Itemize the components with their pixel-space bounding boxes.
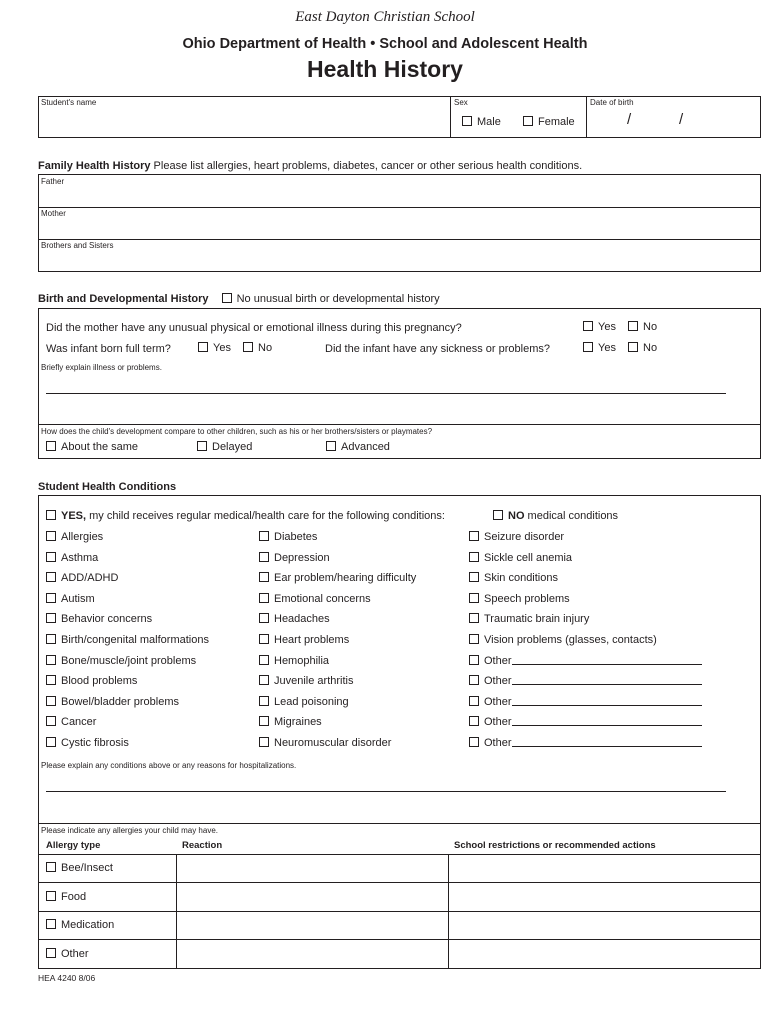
department-line: Ohio Department of Health • School and Adolescent Health xyxy=(182,36,588,52)
condition-label: Skin conditions xyxy=(484,572,558,585)
family-history-heading: Family Health History xyxy=(38,160,151,172)
actions-field[interactable] xyxy=(450,856,758,880)
condition-label: Cancer xyxy=(61,716,97,729)
infant-sickness-no-checkbox[interactable] xyxy=(628,342,638,352)
condition-checkbox[interactable] xyxy=(46,675,56,685)
condition-checkbox[interactable] xyxy=(469,716,479,726)
form-id: HEA 4240 8/06 xyxy=(38,973,96,983)
condition-option[interactable] xyxy=(469,552,572,564)
condition-option[interactable] xyxy=(259,634,349,646)
allergy-type-option[interactable] xyxy=(46,948,89,960)
condition-label: Migraines xyxy=(274,716,322,729)
allergy-type-header: Allergy type xyxy=(46,840,101,851)
condition-checkbox[interactable] xyxy=(259,737,269,747)
conditions-box xyxy=(38,495,761,969)
condition-option[interactable] xyxy=(469,531,564,543)
condition-checkbox[interactable] xyxy=(46,552,56,562)
other-condition-field[interactable] xyxy=(512,696,702,706)
condition-label: Hemophilia xyxy=(274,654,330,667)
condition-option[interactable] xyxy=(469,675,702,687)
condition-option[interactable] xyxy=(469,572,558,584)
explain-conditions-line xyxy=(46,791,726,792)
condition-label: Depression xyxy=(274,551,330,564)
condition-label: Behavior concerns xyxy=(61,613,153,626)
condition-label: Bone/muscle/joint problems xyxy=(61,654,197,667)
sex-label: Sex xyxy=(454,98,468,107)
condition-label: Vision problems (glasses, contacts) xyxy=(484,634,657,646)
condition-option[interactable] xyxy=(46,716,96,728)
condition-checkbox[interactable] xyxy=(469,613,479,623)
condition-checkbox[interactable] xyxy=(259,634,269,644)
dob-field[interactable] xyxy=(590,109,758,135)
dob-label: Date of birth xyxy=(590,98,634,107)
condition-option[interactable] xyxy=(469,634,657,646)
condition-checkbox[interactable] xyxy=(46,696,56,706)
condition-option[interactable] xyxy=(46,696,179,708)
condition-option[interactable] xyxy=(469,655,702,667)
family-history-instruction: Please list allergies, heart problems, diabetes, cancer or other serious health conditions. xyxy=(153,160,583,172)
condition-option[interactable] xyxy=(469,737,702,749)
allergy-type-option[interactable] xyxy=(46,891,86,903)
allergy-type-label: Bee/Insect xyxy=(61,862,113,874)
condition-checkbox[interactable] xyxy=(469,552,479,562)
other-condition-field[interactable] xyxy=(512,737,702,747)
birth-history-heading-line xyxy=(38,293,440,305)
condition-option[interactable] xyxy=(46,552,98,564)
reaction-field[interactable] xyxy=(178,856,446,880)
condition-checkbox[interactable] xyxy=(46,716,56,726)
pregnancy-no-checkbox[interactable] xyxy=(628,321,638,331)
condition-option[interactable] xyxy=(259,531,317,543)
condition-checkbox[interactable] xyxy=(469,572,479,582)
condition-option[interactable] xyxy=(259,737,391,749)
condition-checkbox[interactable] xyxy=(259,593,269,603)
explain-illness-field[interactable] xyxy=(46,373,726,393)
condition-option[interactable] xyxy=(259,675,353,687)
condition-label: Other xyxy=(484,654,512,667)
infant-sickness-no-option[interactable]: No xyxy=(628,342,657,354)
condition-option[interactable] xyxy=(46,531,103,543)
condition-checkbox[interactable] xyxy=(469,531,479,541)
mother-field[interactable] xyxy=(41,219,758,237)
male-option[interactable]: Male xyxy=(462,116,501,128)
no-conditions-option[interactable]: NO medical conditions xyxy=(493,510,618,522)
condition-label: Emotional concerns xyxy=(274,592,371,605)
condition-option[interactable] xyxy=(259,655,329,667)
condition-checkbox[interactable] xyxy=(259,613,269,623)
pregnancy-yes-checkbox[interactable] xyxy=(583,321,593,331)
condition-label: Traumatic brain injury xyxy=(484,613,590,626)
condition-checkbox[interactable] xyxy=(469,593,479,603)
no-conditions-checkbox[interactable] xyxy=(493,510,503,520)
condition-checkbox[interactable] xyxy=(259,716,269,726)
explain-illness-line xyxy=(46,393,726,394)
condition-checkbox[interactable] xyxy=(259,675,269,685)
father-field[interactable] xyxy=(41,187,758,205)
female-option[interactable]: Female xyxy=(523,116,575,128)
condition-checkbox[interactable] xyxy=(469,696,479,706)
infant-sickness-question: Did the infant have any sickness or problems? xyxy=(325,343,551,355)
condition-checkbox[interactable] xyxy=(46,634,56,644)
condition-label: Headaches xyxy=(274,613,330,626)
allergy-type-checkbox[interactable] xyxy=(46,948,56,958)
condition-checkbox[interactable] xyxy=(469,655,479,665)
condition-label: Ear problem/hearing difficulty xyxy=(274,572,417,585)
reaction-field[interactable] xyxy=(178,942,446,966)
condition-label: Blood problems xyxy=(61,675,138,688)
allergy-type-label: Food xyxy=(61,890,87,903)
condition-option[interactable] xyxy=(259,552,330,564)
condition-checkbox[interactable] xyxy=(46,572,56,582)
condition-checkbox[interactable] xyxy=(46,737,56,747)
full-term-no-option[interactable]: No xyxy=(243,342,272,354)
condition-option[interactable] xyxy=(46,572,118,584)
condition-label: Other xyxy=(484,695,512,708)
condition-option[interactable] xyxy=(46,593,95,605)
yes-conditions-option[interactable]: YES, my child receives regular medical/health care for the following conditions: xyxy=(46,510,445,522)
condition-label: Asthma xyxy=(61,551,99,564)
condition-option[interactable] xyxy=(469,613,589,625)
condition-label: Other xyxy=(484,675,512,688)
explain-conditions-field[interactable] xyxy=(46,771,726,791)
dev-about-same-option[interactable]: About the same xyxy=(46,441,138,453)
family-history-box xyxy=(38,174,761,272)
condition-label: Seizure disorder xyxy=(484,531,565,543)
student-info-box xyxy=(38,96,761,138)
conditions-heading: Student Health Conditions xyxy=(38,481,177,493)
siblings-label: Brothers and Sisters xyxy=(41,241,114,250)
dev-advanced-option[interactable]: Advanced xyxy=(326,441,390,453)
allergy-type-checkbox[interactable] xyxy=(46,862,56,872)
condition-checkbox[interactable] xyxy=(259,552,269,562)
infant-sickness-yes-checkbox[interactable] xyxy=(583,342,593,352)
condition-label: Cystic fibrosis xyxy=(61,737,129,749)
reaction-field[interactable] xyxy=(178,913,446,937)
allergy-type-label: Other xyxy=(61,947,89,960)
yes-conditions-checkbox[interactable] xyxy=(46,510,56,520)
male-checkbox[interactable] xyxy=(462,116,472,126)
female-checkbox[interactable] xyxy=(523,116,533,126)
student-name-field[interactable] xyxy=(41,109,446,135)
other-condition-field[interactable] xyxy=(512,675,702,685)
condition-label: Other xyxy=(484,716,512,729)
dev-delayed-option[interactable]: Delayed xyxy=(197,441,252,453)
condition-option[interactable] xyxy=(46,655,196,667)
condition-checkbox[interactable] xyxy=(469,675,479,685)
condition-checkbox[interactable] xyxy=(259,531,269,541)
explain-illness-label: Briefly explain illness or problems. xyxy=(41,363,162,372)
actions-field[interactable] xyxy=(450,913,758,937)
condition-checkbox[interactable] xyxy=(259,572,269,582)
condition-option[interactable] xyxy=(259,613,330,625)
condition-option[interactable] xyxy=(469,716,702,728)
allergy-type-option[interactable] xyxy=(46,919,114,931)
student-name-label: Student's name xyxy=(41,98,97,107)
condition-label: Lead poisoning xyxy=(274,695,349,708)
no-unusual-birth-checkbox[interactable] xyxy=(222,293,232,303)
allergy-type-checkbox[interactable] xyxy=(46,891,56,901)
full-term-yes-option[interactable]: Yes xyxy=(198,342,231,354)
dev-about-same-checkbox[interactable] xyxy=(46,441,56,451)
father-label: Father xyxy=(41,177,65,186)
family-history-heading-line xyxy=(38,160,582,172)
dev-advanced-checkbox[interactable] xyxy=(326,441,336,451)
condition-label: Juvenile arthritis xyxy=(274,675,354,688)
condition-checkbox[interactable] xyxy=(469,737,479,747)
condition-label: Speech problems xyxy=(484,592,570,605)
pregnancy-yes-option[interactable]: Yes xyxy=(583,321,616,333)
condition-label: Heart problems xyxy=(274,634,350,646)
condition-option[interactable] xyxy=(259,696,349,708)
condition-label: Bowel/bladder problems xyxy=(61,695,180,708)
condition-checkbox[interactable] xyxy=(259,655,269,665)
condition-checkbox[interactable] xyxy=(46,655,56,665)
full-term-question: Was infant born full term? xyxy=(46,343,171,355)
allergy-type-checkbox[interactable] xyxy=(46,919,56,929)
actions-field[interactable] xyxy=(450,942,758,966)
dob-separator-1: / xyxy=(627,111,632,128)
condition-checkbox[interactable] xyxy=(46,531,56,541)
mother-label: Mother xyxy=(41,209,66,218)
development-question: How does the child's development compare to other children, such as his or her brothers/sisters or playmates? xyxy=(41,427,433,436)
condition-label: Autism xyxy=(61,592,95,605)
condition-label: Diabetes xyxy=(274,531,318,543)
condition-label: Allergies xyxy=(61,531,104,543)
infant-sickness-yes-option[interactable]: Yes xyxy=(583,342,616,354)
condition-label: Sickle cell anemia xyxy=(484,551,573,564)
condition-option[interactable] xyxy=(259,716,322,728)
allergies-instruction: Please indicate any allergies your child may have. xyxy=(41,826,218,835)
condition-checkbox[interactable] xyxy=(469,634,479,644)
condition-label: Neuromuscular disorder xyxy=(274,737,392,749)
condition-option[interactable] xyxy=(469,696,702,708)
condition-checkbox[interactable] xyxy=(259,696,269,706)
condition-checkbox[interactable] xyxy=(46,593,56,603)
other-condition-field[interactable] xyxy=(512,716,702,726)
dob-separator-2: / xyxy=(679,111,684,128)
explain-conditions-label: Please explain any conditions above or any reasons for hospitalizations. xyxy=(41,761,297,770)
condition-option[interactable] xyxy=(46,737,129,749)
condition-option[interactable] xyxy=(259,572,416,584)
condition-option[interactable] xyxy=(46,613,152,625)
birth-history-box xyxy=(38,308,761,459)
condition-label: Birth/congenital malformations xyxy=(61,634,209,646)
pregnancy-no-option[interactable]: No xyxy=(628,321,657,333)
condition-option[interactable] xyxy=(469,593,570,605)
full-term-no-checkbox[interactable] xyxy=(243,342,253,352)
actions-header: School restrictions or recommended actions xyxy=(454,840,656,851)
allergy-type-label: Medication xyxy=(61,919,115,931)
dev-delayed-checkbox[interactable] xyxy=(197,441,207,451)
condition-option[interactable] xyxy=(46,634,209,646)
birth-history-heading: Birth and Developmental History xyxy=(38,293,209,305)
condition-checkbox[interactable] xyxy=(46,613,56,623)
actions-field[interactable] xyxy=(450,885,758,909)
siblings-field[interactable] xyxy=(41,251,758,269)
school-name: East Dayton Christian School xyxy=(295,9,475,25)
condition-label: Other xyxy=(484,737,512,749)
reaction-header: Reaction xyxy=(182,840,223,851)
form-title: Health History xyxy=(307,56,463,82)
condition-option[interactable] xyxy=(46,675,137,687)
condition-label: ADD/ADHD xyxy=(61,572,119,585)
full-term-yes-checkbox[interactable] xyxy=(198,342,208,352)
other-condition-field[interactable] xyxy=(512,655,702,665)
no-unusual-birth-option[interactable]: No unusual birth or developmental history xyxy=(222,293,440,305)
allergy-type-option[interactable] xyxy=(46,862,113,874)
condition-option[interactable] xyxy=(259,593,371,605)
reaction-field[interactable] xyxy=(178,885,446,909)
pregnancy-question: Did the mother have any unusual physical or emotional illness during this pregnancy? xyxy=(46,322,462,334)
